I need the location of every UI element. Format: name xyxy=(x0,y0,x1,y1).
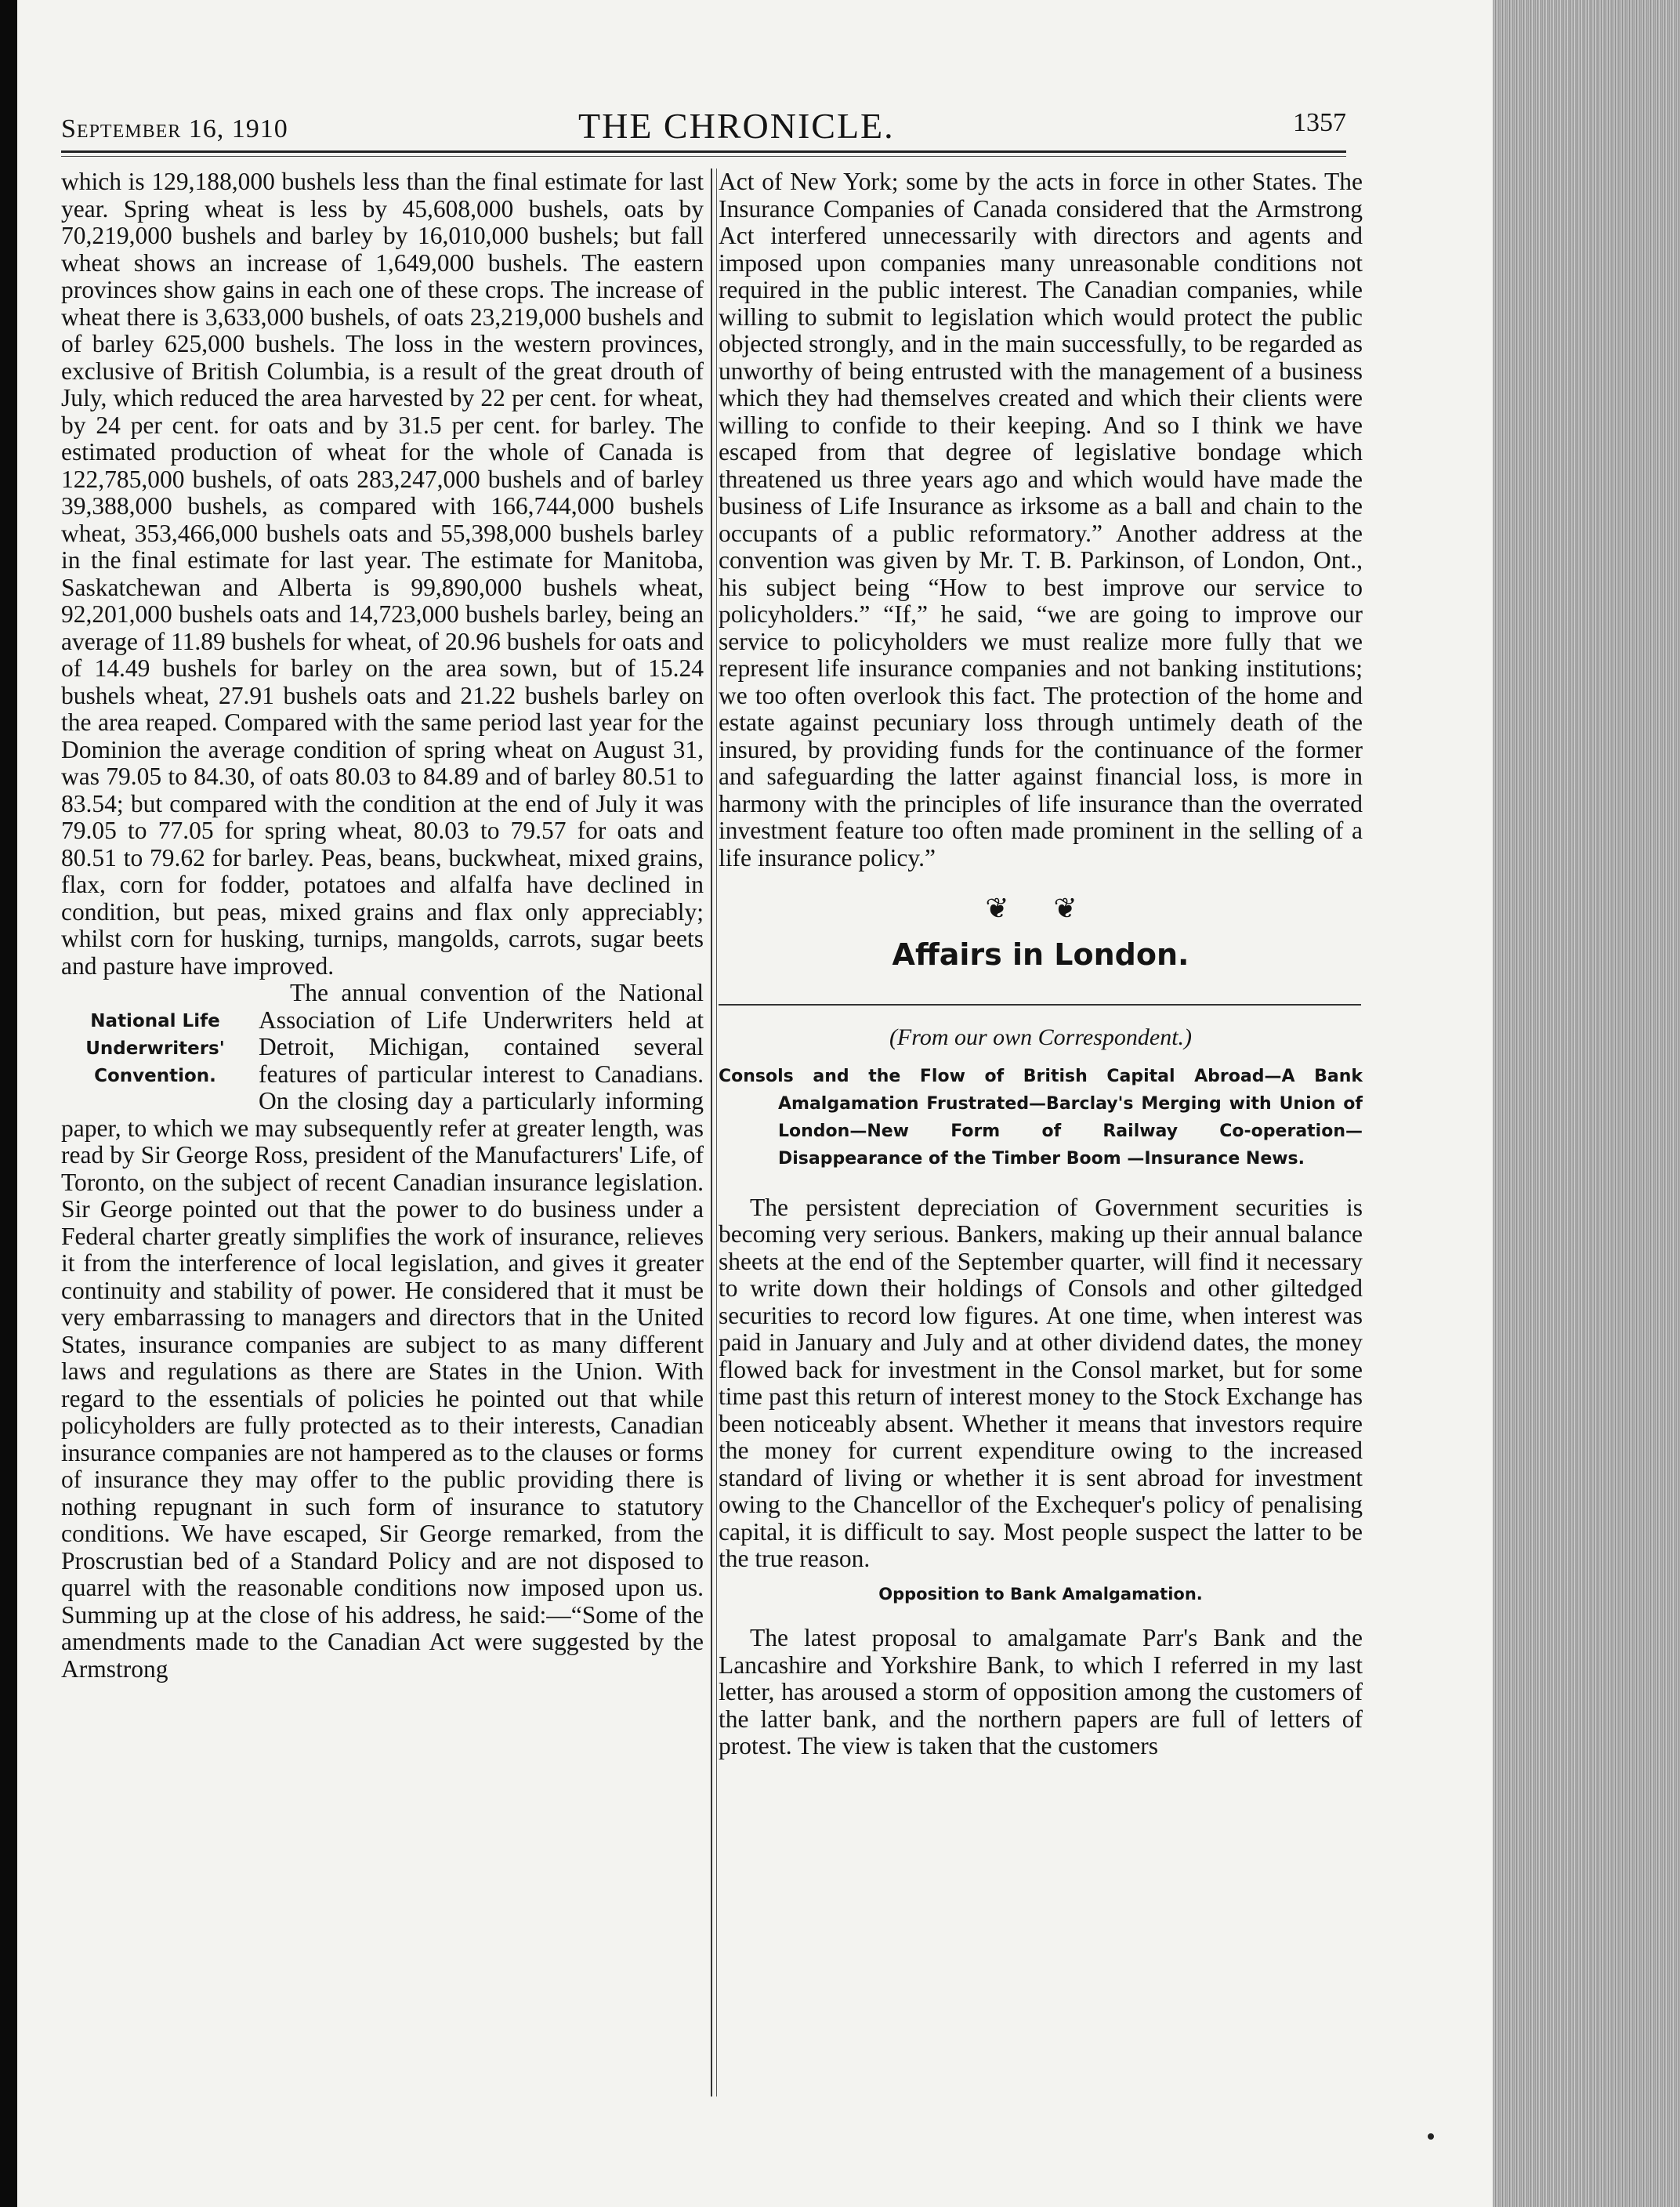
section-divider xyxy=(719,1004,1361,1006)
header-date: September 16, 1910 xyxy=(61,114,288,143)
consols-paragraph: The persistent depreciation of Government securities is becoming very serious. Bankers, making up their annual balance sheets at the end of the September quarter, will find it necessary to write down their holdings of Consols and other giltedged securities to record low figures. At one time, when interest was paid in January and July and at other dividend dates, the money flowed back for investment in the Consol market, but for some time past this return of interest money to the Stock Exchange has been noticeably absent. Whether it means that investors require the money for current expenditure owing to the increased standard of living or whether it is sent abroad for investment owing to the Chancellor of the Exchequer's policy of penalising capital, it is difficult to say. Most people suspect the latter to be the true reason. xyxy=(719,1193,1363,1572)
book-spine xyxy=(1493,0,1680,2207)
armstrong-act-paragraph: Act of New York; some by the acts in force in other States. The Insurance Companies of Canada considered that the Armstrong Act interfered unnecessarily with directors and agents and imposed upon companies many unreasonable conditions not required in the public interest. The Canadian companies, while willing to submit to legislation which would protect the public objected strongly, and in the main successfully, to be regarded as unworthy of being entrusted with the management of a business which they had themselves created and which their clients were willing to confide to their keeping. And so I think we have escaped from that degree of legislative bondage which threatened us three years ago and which would have made the business of Life Insurance as irksome as a ball and chain to the occupants of a public reformatory.” Another address at the convention was given by Mr. T. B. Parkinson, of London, Ont., his subject being “How to best improve our service to policyholders.” “If,” he said, “we are going to improve our service to policyholders we must realize more fully that we represent life insurance companies and not banking institutions; we too often overlook this fact. The protection of the home and estate against pecuniary loss through untimely death of the insured, by providing funds for the continuance of the former and safeguarding the latter against financial loss, is more in harmony with the principles of life insurance than the overrated investment feature too often made prominent in the selling of a life insurance policy.” xyxy=(719,168,1363,872)
section-title-affairs-in-london: Affairs in London. xyxy=(892,937,1189,972)
subsection-title-bank-amalgamation: Opposition to Bank Amalgamation. xyxy=(878,1584,1203,1604)
convention-article xyxy=(61,980,704,1683)
column-divider-thin xyxy=(716,169,717,2096)
correspondent-byline: (From our own Correspondent.) xyxy=(889,1024,1193,1050)
header-title: THE CHRONICLE. xyxy=(578,106,895,146)
convention-paragraph: The annual convention of the National Association of Life Underwriters held at Detroit, Michigan, contained several features of particular interest to Canadians. On the closing day a particularly informing paper, to which we may subsequently refer at greater length, was read by Sir George Ross, president of the Manufacturers' Life, of Toronto, on the subject of recent Canadian insurance legislation. Sir George pointed out that the power to do business under a Federal charter greatly simplifies the work of insurance, relieves it from the interference of local legislation, and gives it greater continuity and stability of power. He considered that it must be very embarrassing to managers and directors that in the United States, insurance companies are subject to as many different laws and regulations as there are States in the Union. With regard to the essentials of policies he pointed out that while policyholders are fully protected as to their interests, Canadian insurance companies are not hampered as to the clauses or forms of insurance they may offer to the public providing there is nothing repugnant in such form of insurance to statutory conditions. We have escaped, Sir George remarked, from the Proscrustian bed of a Standard Policy and are not disposed to quarrel with the reasonable conditions now imposed upon us. Summing up at the close of his address, he said:—“Some of the amendments made to the Canadian Act were suggested by the Armstrong xyxy=(61,980,704,1683)
amalgamation-paragraph: The latest proposal to amalgamate Parr's Bank and the Lancashire and Yorkshire Bank, to which I referred in my last letter, has aroused a storm of opposition among the customers of the latter bank, and the northern papers are full of letters of protest. The view is taken that the customers xyxy=(719,1624,1363,1759)
header-page-number: 1357 xyxy=(1293,108,1346,137)
crop-report-paragraph: which is 129,188,000 bushels less than the final estimate for last year. Spring wheat is less by 45,608,000 bushels, oats by 70,219,000 bushels and barley by 16,010,000 bushels; but fall wheat shows an increase of 1,649,000 bushels. The eastern provinces show gains in each one of these crops. The increase of wheat there is 3,633,000 bushels, of oats 23,219,000 bushels and of barley 625,000 bushels. The loss in the western provinces, exclusive of British Columbia, is a result of the great drouth of July, which reduced the area harvested by 22 per cent. for wheat, by 24 per cent. for oats and by 31.5 per cent. for barley. The estimated production of wheat for the whole of Canada is 122,785,000 bushels, of oats 283,247,000 bushels and of barley 39,388,000 bushels, as compared with 166,744,000 bushels wheat, 353,466,000 bushels oats and 55,398,000 bushels barley in the final estimate for last year. The estimate for Manitoba, Saskatchewan and Alberta is 99,890,000 bushels wheat, 92,201,000 bushels oats and 14,723,000 bushels barley, being an average of 11.89 bushels for wheat, of 20.96 bushels for oats and of 14.49 bushels for barley on the area sown, but of 15.24 bushels wheat, 27.91 bushels oats and 21.22 bushels barley on the area reaped. Compared with the same period last year for the Dominion the average condition of spring wheat on August 31, was 79.05 to 84.30, of oats 80.03 to 84.89 and of barley 80.51 to 83.54; but compared with the condition at the end of July it was 79.05 to 77.05 for spring wheat, 80.03 to 79.57 for oats and 80.51 to 79.62 for barley. Peas, beans, buckwheat, mixed grains, flax, corn for fodder, potatoes and alfalfa have declined in condition, but peas, mixed grains and flax only appreciably; whilst corn for husking, turnips, mangolds, carrots, sugar beets and pasture have improved. xyxy=(61,168,704,980)
right-column xyxy=(719,169,1363,1760)
print-speck xyxy=(1428,2133,1434,2140)
column-divider xyxy=(711,169,712,2096)
header-rule xyxy=(61,150,1346,153)
header-rule-thin xyxy=(61,156,1346,157)
fleuron-ornament: ❦ ❦ xyxy=(985,893,1096,924)
convention-side-heading: National Life Underwriters' Convention. xyxy=(85,1011,225,1086)
page-header xyxy=(61,100,1346,147)
article-subheads: Consols and the Flow of British Capital Abroad—A Bank Amalgamation Frustrated—Barclay's Merging with Union of London—New Form of Railway Co-operation—Disappearance of the Timber Boom —Insurance News. xyxy=(719,1066,1363,1169)
left-column xyxy=(61,169,704,1683)
